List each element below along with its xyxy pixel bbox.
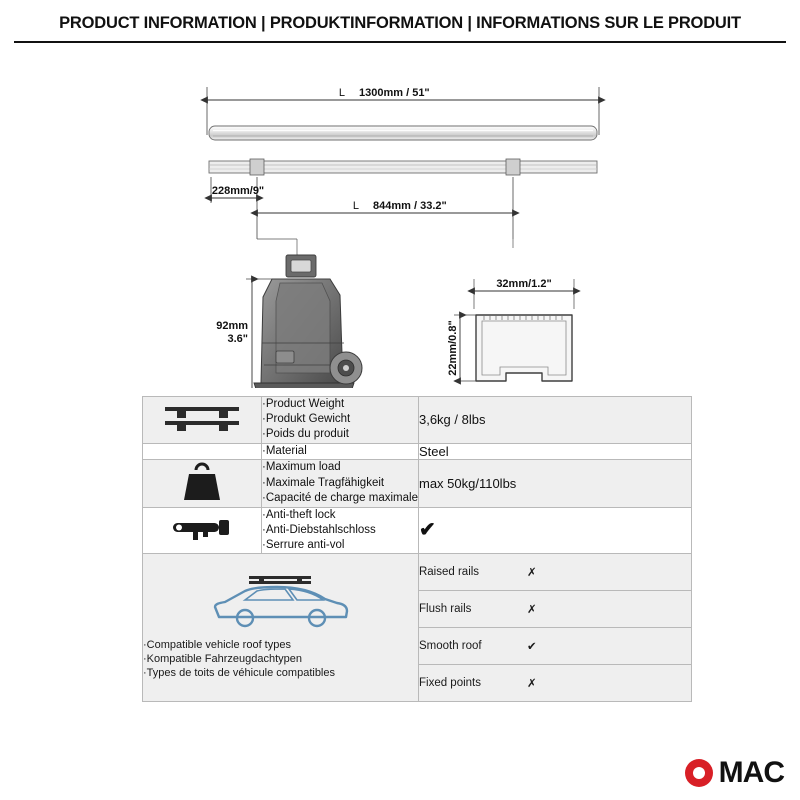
compat-row-flush-rails (419, 591, 691, 628)
spec-value-maximum-load: max 50kg/110lbs (418, 459, 691, 507)
label-en: Anti-theft lock (265, 508, 336, 521)
dim-inner-length: 844mm / 33.2" (373, 200, 447, 212)
compat-row-fixed-points (419, 665, 691, 702)
car-with-rack-icon (143, 575, 418, 634)
spec-value-product-weight: 3,6kg / 8lbs (418, 397, 691, 444)
header (14, 0, 786, 43)
omac-o-icon (685, 759, 713, 787)
compat-label-flush-rails: Flush rails (419, 591, 527, 628)
label-en: Maximum load (265, 461, 341, 474)
compat-label-fixed-points: Fixed points (419, 665, 527, 702)
brand-logo (685, 756, 784, 790)
lock-key-icon (143, 507, 262, 554)
technical-drawing (14, 43, 786, 388)
compat-row-smooth-roof (419, 628, 691, 665)
spec-label-maximum-load: ·Maximum load ·Maximale Tragfähigkeit ·Capacité de charge maximale (262, 459, 419, 507)
dim-bar-width: 32mm/1.2" (496, 278, 552, 290)
table-row (143, 397, 692, 444)
table-row (143, 459, 692, 507)
spec-value-anti-theft-lock: ✔ (418, 507, 691, 554)
spec-label-material: ·Material (262, 443, 419, 459)
roof-rack-icon (143, 397, 262, 444)
label-fr: Types de toits de véhicule compatibles (146, 667, 335, 680)
compatibility-options (418, 554, 691, 702)
spec-label-product-weight: ·Product Weight ·Produkt Gewicht ·Poids du produit (262, 397, 419, 444)
spec-value-material: Steel (418, 443, 691, 459)
compat-mark-raised-rails: ✗ (527, 554, 691, 591)
dim-bar-height: 22mm/0.8" (447, 320, 459, 376)
label-de: Kompatible Fahrzeugdachtypen (146, 653, 302, 666)
compat-label-raised-rails: Raised rails (419, 554, 527, 591)
table-row-compatibility (143, 554, 692, 702)
brand-name: MAC (718, 756, 784, 789)
dim-offset: 228mm/9" (211, 185, 265, 197)
dim-total-length-symbol: L (338, 87, 345, 99)
dim-foot-height-2: 3.6" (227, 333, 248, 345)
compat-mark-fixed-points: ✗ (527, 665, 691, 702)
compat-mark-flush-rails: ✗ (527, 591, 691, 628)
compatibility-labels: ·Compatible vehicle roof types ·Kompatible Fahrzeugdachtypen ·Types de toits de véhicule compatibles (143, 638, 335, 680)
weight-icon (143, 459, 262, 507)
label-en: Product Weight (265, 398, 345, 410)
label-de: Maximale Tragfähigkeit (265, 476, 385, 489)
dim-total-length: 1300mm / 51" (359, 87, 430, 99)
compatibility-description (143, 554, 419, 702)
material-icon-empty (143, 443, 262, 459)
label-en: Material (265, 444, 307, 457)
compat-mark-smooth-roof: ✔ (527, 628, 691, 665)
label-fr: Capacité de charge maximale (265, 491, 418, 504)
compatibility-table (419, 554, 691, 701)
label-de: Anti-Diebstahlschloss (265, 523, 376, 536)
label-fr: Poids du produit (265, 428, 349, 441)
label-fr: Serrure anti-vol (265, 539, 345, 552)
table-row (143, 507, 692, 554)
dim-inner-length-symbol: L (352, 200, 359, 212)
label-en: Compatible vehicle roof types (146, 638, 291, 651)
spec-table (142, 396, 692, 702)
dim-foot-height: 92mm (216, 320, 248, 332)
table-row (143, 443, 692, 459)
compat-label-smooth-roof: Smooth roof (419, 628, 527, 665)
label-de: Produkt Gewicht (265, 413, 351, 426)
spec-label-anti-theft-lock: ·Anti-theft lock ·Anti-Diebstahlschloss ·Serrure anti-vol (262, 507, 419, 554)
compat-row-raised-rails (419, 554, 691, 591)
page-title: PRODUCT INFORMATION | PRODUKTINFORMATION | INFORMATIONS SUR LE PRODUIT (59, 14, 741, 32)
